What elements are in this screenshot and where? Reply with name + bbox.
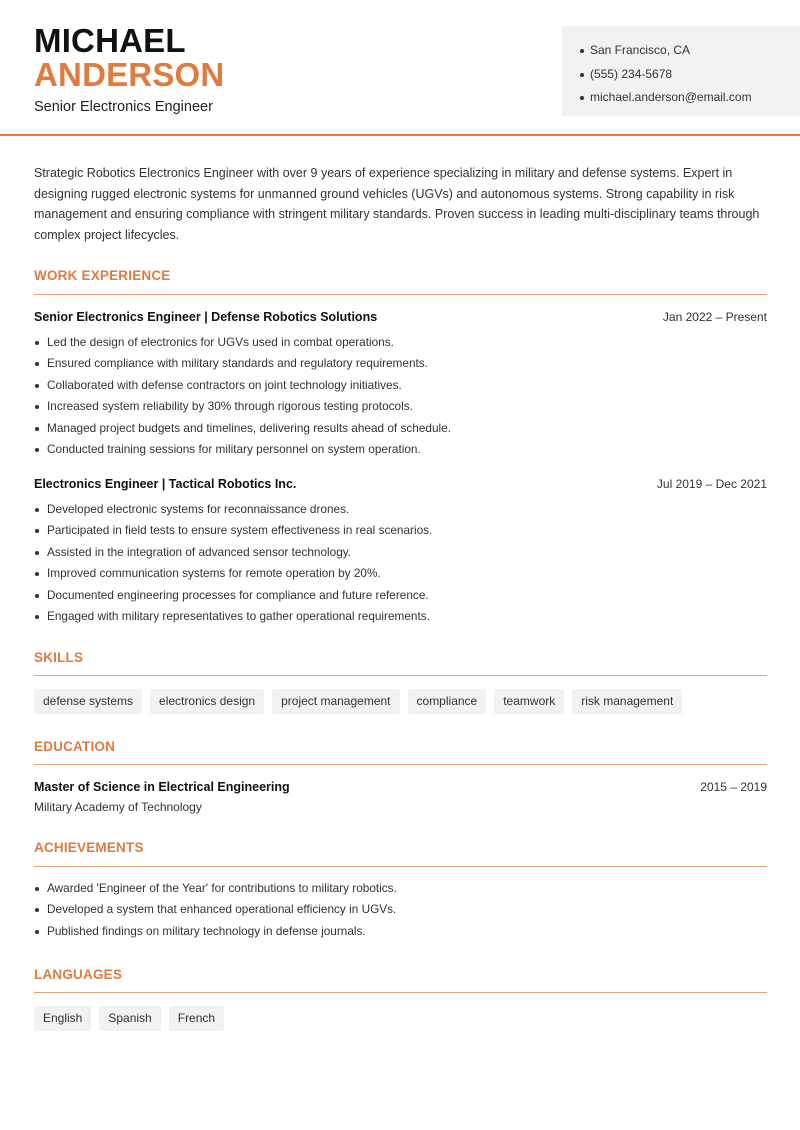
languages-heading: LANGUAGES bbox=[34, 967, 123, 982]
contact-list bbox=[580, 39, 800, 110]
list-item: Participated in field tests to ensure system effectiveness in real scenarios. bbox=[34, 520, 767, 541]
list-item: Managed project budgets and timelines, delivering results ahead of schedule. bbox=[34, 418, 767, 439]
work-experience-divider bbox=[34, 294, 767, 295]
skill-tag: compliance bbox=[408, 689, 487, 714]
contact-location: San Francisco, CA bbox=[580, 39, 800, 63]
language-tag: Spanish bbox=[99, 1006, 160, 1031]
skills-heading: SKILLS bbox=[34, 650, 84, 665]
job-header bbox=[34, 477, 767, 491]
degree-title: Master of Science in Electrical Engineering bbox=[34, 780, 290, 794]
list-item: Ensured compliance with military standards and regulatory requirements. bbox=[34, 353, 767, 374]
list-item: Collaborated with defense contractors on joint technology initiatives. bbox=[34, 375, 767, 396]
skill-tag: defense systems bbox=[34, 689, 142, 714]
skill-tag: risk management bbox=[572, 689, 682, 714]
education-header bbox=[34, 780, 767, 794]
achievements-list bbox=[34, 878, 767, 942]
languages-tags bbox=[34, 1006, 224, 1031]
list-item: Improved communication systems for remote operation by 20%. bbox=[34, 563, 767, 584]
job-bullets bbox=[34, 332, 767, 460]
resume-header bbox=[0, 0, 800, 136]
education-divider bbox=[34, 764, 767, 765]
job-role: Senior Electronics Engineer | Defense Robotics Solutions bbox=[34, 310, 378, 324]
language-tag: French bbox=[169, 1006, 224, 1031]
list-item: Developed a system that enhanced operational efficiency in UGVs. bbox=[34, 899, 767, 920]
contact-phone: (555) 234-5678 bbox=[580, 63, 800, 87]
education-heading: EDUCATION bbox=[34, 739, 116, 754]
skills-divider bbox=[34, 675, 767, 676]
education-dates: 2015 – 2019 bbox=[700, 780, 767, 794]
list-item: Developed electronic systems for reconnaissance drones. bbox=[34, 499, 767, 520]
last-name: ANDERSON bbox=[34, 56, 225, 93]
language-tag: English bbox=[34, 1006, 91, 1031]
skill-tag: project management bbox=[272, 689, 399, 714]
first-name: MICHAEL bbox=[34, 22, 186, 59]
summary-text: Strategic Robotics Electronics Engineer with over 9 years of experience specializing in military and defense systems. Expert in designing rugged electronic systems for unmanned ground vehicles (UGVs) and autonomous systems. Strong capability in risk management and ensuring compliance with stringent military standards. Proven success in leading multi-disciplinary teams through complex project lifecycles. bbox=[34, 166, 760, 243]
list-item: Led the design of electronics for UGVs used in combat operations. bbox=[34, 332, 767, 353]
skill-tag: electronics design bbox=[150, 689, 264, 714]
list-item: Assisted in the integration of advanced sensor technology. bbox=[34, 542, 767, 563]
school-name: Military Academy of Technology bbox=[34, 800, 202, 814]
job-title: Senior Electronics Engineer bbox=[34, 99, 213, 115]
achievements-heading: ACHIEVEMENTS bbox=[34, 840, 144, 855]
list-item: Conducted training sessions for military personnel on system operation. bbox=[34, 439, 767, 460]
list-item: Increased system reliability by 30% through rigorous testing protocols. bbox=[34, 396, 767, 417]
languages-divider bbox=[34, 992, 767, 993]
job-role: Electronics Engineer | Tactical Robotics Inc. bbox=[34, 477, 297, 491]
job-header bbox=[34, 310, 767, 324]
skill-tag: teamwork bbox=[494, 689, 564, 714]
job-bullets bbox=[34, 499, 767, 627]
contact-email: michael.anderson@email.com bbox=[580, 86, 800, 110]
job-dates: Jan 2022 – Present bbox=[662, 310, 767, 324]
work-experience-heading: WORK EXPERIENCE bbox=[34, 268, 171, 283]
skills-tags bbox=[34, 689, 682, 714]
job-dates: Jul 2019 – Dec 2021 bbox=[656, 477, 767, 491]
contact-box bbox=[562, 26, 800, 116]
list-item: Documented engineering processes for compliance and future reference. bbox=[34, 585, 767, 606]
list-item: Awarded 'Engineer of the Year' for contributions to military robotics. bbox=[34, 878, 767, 899]
list-item: Published findings on military technology in defense journals. bbox=[34, 921, 767, 942]
list-item: Engaged with military representatives to gather operational requirements. bbox=[34, 606, 767, 627]
achievements-divider bbox=[34, 866, 767, 867]
